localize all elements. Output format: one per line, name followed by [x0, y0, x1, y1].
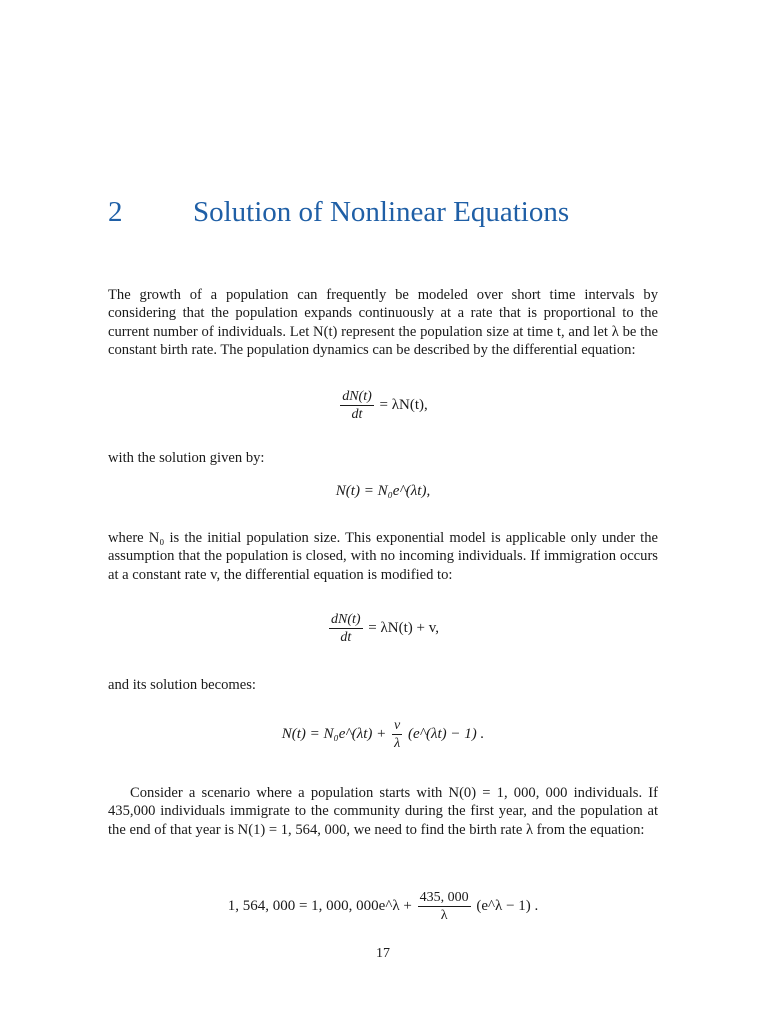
page-number: 17 [376, 946, 390, 961]
fraction-numerator: dN(t) [342, 389, 372, 404]
section-title: Solution of Nonlinear Equations [193, 196, 570, 228]
fraction-denominator: dt [351, 407, 363, 422]
paragraph-solution-intro: with the solution given by: [108, 450, 265, 466]
paragraph-scenario: Consider a scenario where a population starts with N(0) = 1, 000, 000 individuals. If 435,000 individuals immigrate to the community during the first year, and the population at the end of that year is N(1) = 1, 564, 000, we need to find the birth rate λ from the equation: [108, 785, 658, 838]
paragraph-intro: The growth of a population can frequently be modeled over short time intervals by considering that the population expands continuously at a rate that is proportional to the current number of individuals. Let N(t) represent the population size at time t, and let λ be the constant birth rate. The population dynamics can be described by the differential equation: [108, 287, 658, 358]
paragraph-solution-becomes: and its solution becomes: [108, 677, 256, 693]
fraction-denominator: λ [394, 736, 401, 751]
paragraph-immigration: where N₀ is the initial population size. This exponential model is applicable only under the assumption that the population is closed, with no incoming individuals. If immigration occurs at a constant rate v, the differential equation is modified to: [108, 530, 658, 583]
fraction [392, 717, 402, 752]
equation-lhs: 1, 564, 000 = 1, 000, 000e^λ + [227, 897, 412, 914]
equation-differential [108, 388, 658, 423]
fraction [340, 388, 374, 423]
fraction-numerator: v [394, 718, 401, 733]
equation-solution [108, 483, 658, 500]
equation-birth-rate [108, 889, 658, 924]
fraction-denominator: dt [340, 630, 352, 645]
fraction-numerator: 435, 000 [419, 890, 469, 905]
fraction-numerator: dN(t) [330, 612, 361, 627]
fraction [418, 889, 471, 924]
equation-solution-immigration [108, 717, 658, 752]
equation-differential-immigration [108, 611, 658, 646]
equation-rhs: (e^(λt) − 1) . [407, 725, 485, 742]
equation-rhs: = λN(t), [379, 396, 428, 413]
equation-rhs: = λN(t) + v, [368, 619, 440, 636]
fraction-denominator: λ [440, 908, 448, 923]
section-number: 2 [108, 196, 123, 228]
equation-rhs: (e^λ − 1) . [476, 897, 539, 914]
equation-lhs: N(t) = N₀e^(λt) + [281, 725, 387, 742]
equation-text: N(t) = N₀e^(λt), [335, 483, 431, 499]
fraction [329, 611, 363, 646]
